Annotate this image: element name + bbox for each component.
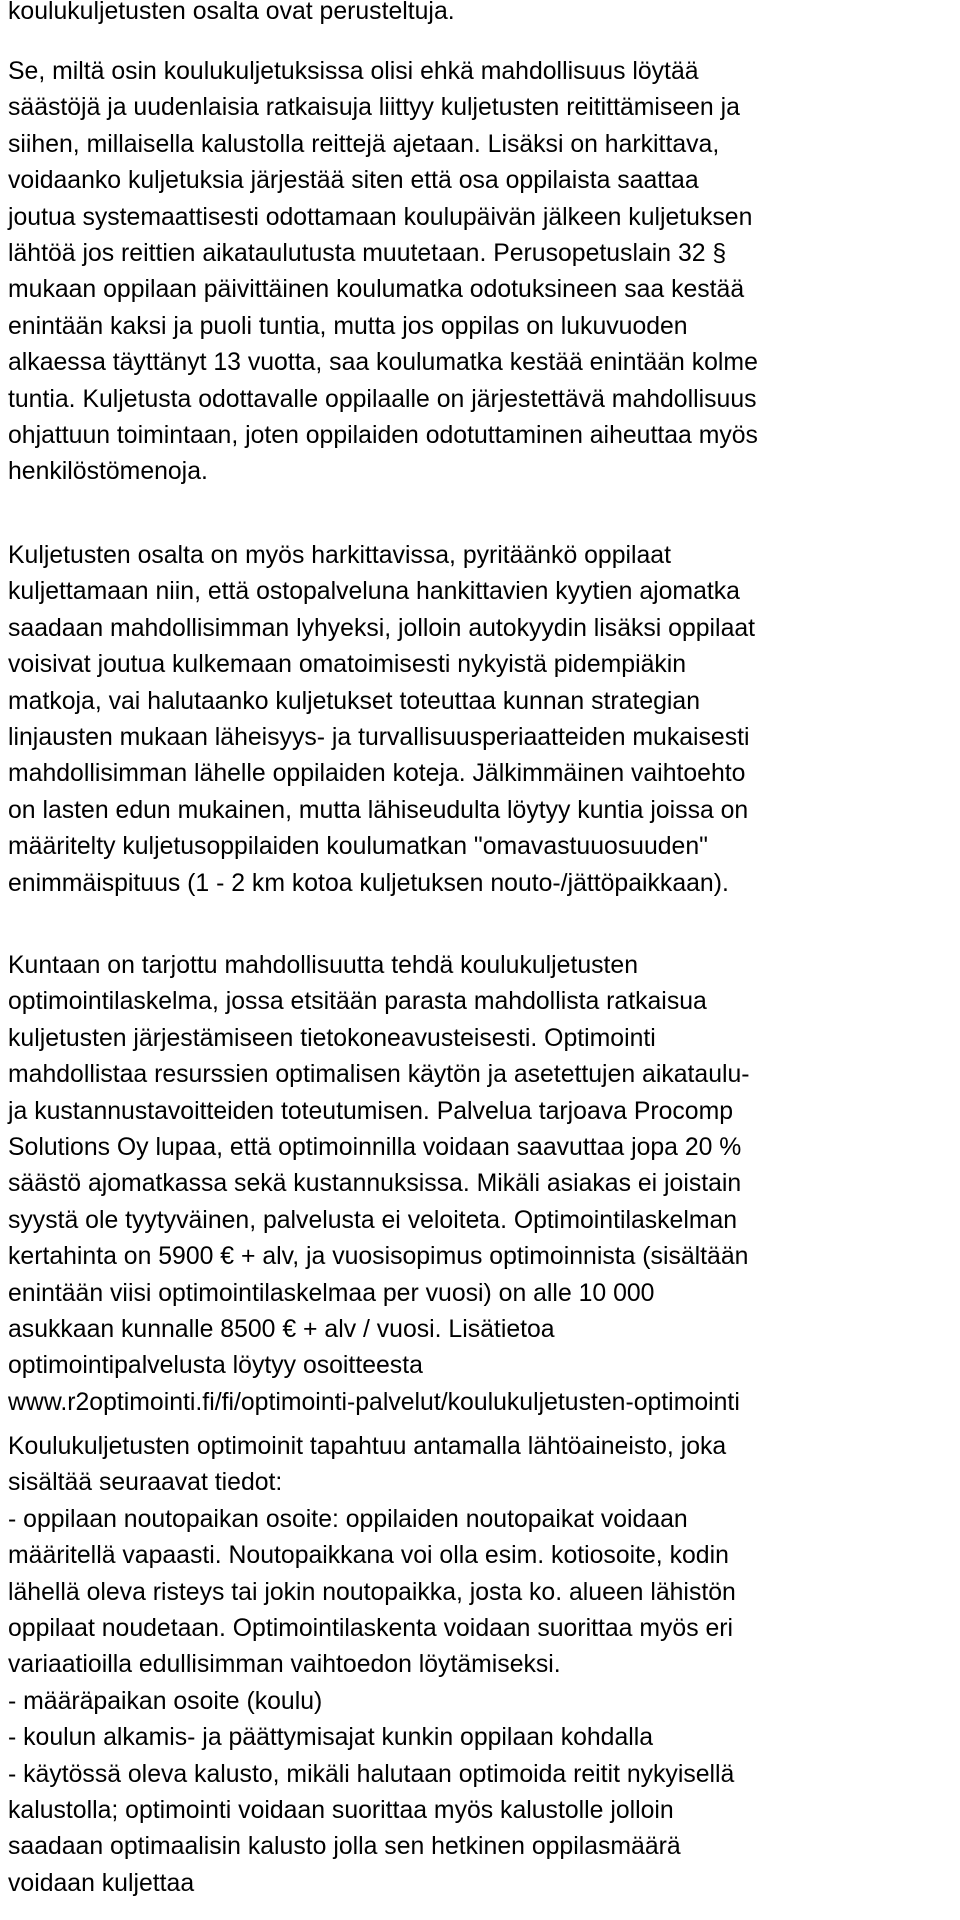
paragraph-savings [8,54,952,491]
text-line: siihen, millaisella kalustolla reittejä ajetaan. Lisäksi on harkittava, [8,130,720,158]
text-line: Se, miltä osin koulukuljetuksissa olisi ehkä mahdollisuus löytää [8,58,699,85]
text-line: enintään viisi optimointilaskelmaa per vuosi) on alle 10 000 [8,1279,655,1307]
website-url: www.r2optimointi.fi/fi/optimointi-palvelut/koulukuljetusten-optimointi [8,1388,740,1416]
text-line: oppilaat noudetaan. Optimointilaskenta voidaan suorittaa myös eri [8,1615,734,1643]
text-line: lähellä oleva risteys tai jokin noutopaikka, josta ko. alueen lähistön [8,1578,736,1606]
text-line: kertahinta on 5900 € + alv, ja vuosisopimus optimoinnista (sisältään [8,1243,749,1271]
text-line: mukaan oppilaan päivittäinen koulumatka odotuksineen saa kestää [8,276,745,304]
text-line: tuntia. Kuljetusta odottavalle oppilaalle on järjestettävä mahdollisuus [8,385,757,413]
list-item: - koulun alkamis- ja päättymisajat kunkin oppilaan kohdalla [8,1724,654,1752]
text-line: voidaanko kuljetuksia järjestää siten että osa oppilaista saattaa [8,167,699,195]
text-line: Kuntaan on tarjottu mahdollisuutta tehdä koulukuljetusten [8,952,638,979]
text-line: joutua systemaattisesti odottamaan koulupäivän jälkeen kuljetuksen [8,203,753,231]
text-line: kuljetusten järjestämiseen tietokoneavusteisesti. Optimointi [8,1024,656,1052]
text-line: lähtöä jos reittien aikataulutusta muutetaan. Perusopetuslain 32 § [8,240,727,268]
text-line: enintään kaksi ja puoli tuntia, mutta jos oppilas on lukuvuoden [8,312,688,340]
text-line: määritellä vapaasti. Noutopaikkana voi olla esim. kotiosoite, kodin [8,1542,729,1570]
text-line: ohjattuun toimintaan, joten oppilaiden odotuttaminen aiheuttaa myös [8,422,758,450]
text-line: optimointipalvelusta löytyy osoitteesta [8,1352,423,1380]
list-item: - määräpaikan osoite (koulu) [8,1687,323,1715]
text-line: Koulukuljetusten optimoinit tapahtuu antamalla lähtöaineisto, joka [8,1433,727,1460]
text-line: variaatioilla edullisimman vaihtoedon löytämiseksi. [8,1651,561,1679]
text-line: asukkaan kunnalle 8500 € + alv / vuosi. Lisätietoa [8,1316,555,1344]
text-line: voisivat joutua kulkemaan omatoimisesti nykyistä pidempiäkin [8,651,687,679]
text-line: säästöjä ja uudenlaisia ratkaisuja liittyy kuljetusten reitittämiseen ja [8,94,740,122]
text-line: saadaan optimaalisin kalusto jolla sen hetkinen oppilasmäärä [8,1833,681,1861]
text-line: on lasten edun mukainen, mutta lähiseudulta löytyy kuntia joissa on [8,796,749,824]
text-line: ja kustannustavoitteiden toteutumisen. Palvelua tarjoava Procomp [8,1097,734,1125]
text-line: kalustolla; optimointi voidaan suorittaa myös kalustolle jolloin [8,1797,674,1825]
text-line: sisältää seuraavat tiedot: [8,1469,283,1497]
text-line: alkaessa täyttänyt 13 vuotta, saa koulumatka kestää enintään kolme [8,349,758,377]
text-line: mahdollistaa resurssien optimalisen käytön ja asetettujen aikataulu- [8,1061,750,1089]
text-line: Solutions Oy lupaa, että optimoinnilla voidaan saavuttaa jopa 20 % [8,1134,742,1162]
text-line: saadaan mahdollisimman lyhyeksi, jolloin autokyydin lisäksi oppilaat [8,614,756,642]
paragraph-inputs [8,1429,952,1902]
text-line: kuljettamaan niin, että ostopalveluna hankittavien kyytien ajomatka [8,578,740,606]
text-line: henkilöstömenoja. [8,458,208,486]
text-line: Kuljetusten osalta on myös harkittavissa, pyritäänkö oppilaat [8,542,671,569]
text-line: syystä ole tyytyväinen, palvelusta ei veloiteta. Optimointilaskelman [8,1206,738,1234]
text-line: optimointilaskelma, jossa etsitään parasta mahdollista ratkaisua [8,988,707,1016]
text-line: enimmäispituus (1 - 2 km kotoa kuljetuksen nouto-/jättöpaikkaan). [8,869,729,897]
paragraph-offer [8,948,952,1421]
text-line: mahdollisimman lähelle oppilaiden koteja. Jälkimmäinen vaihtoehto [8,760,746,788]
text-line: koulukuljetusten osalta ovat perusteltuja. [8,0,455,25]
list-item: - oppilaan noutopaikan osoite: oppilaiden noutopaikat voidaan [8,1505,688,1533]
paragraph-proximity [8,538,952,902]
text-line: voidaan kuljettaa [8,1869,195,1897]
text-line: määritelty kuljetusoppilaiden koulumatkan "omavastuuosuuden" [8,833,708,861]
text-line: matkoja, vai halutaanko kuljetukset toteuttaa kunnan strategian [8,687,701,715]
text-line: linjausten mukaan läheisyys- ja turvallisuusperiaatteiden mukaisesti [8,724,750,752]
paragraph-intro-end [8,0,952,30]
text-line: säästö ajomatkassa sekä kustannuksissa. Mikäli asiakas ei joistain [8,1170,742,1198]
list-item: - käytössä oleva kalusto, mikäli halutaan optimoida reitit nykyisellä [8,1760,735,1788]
